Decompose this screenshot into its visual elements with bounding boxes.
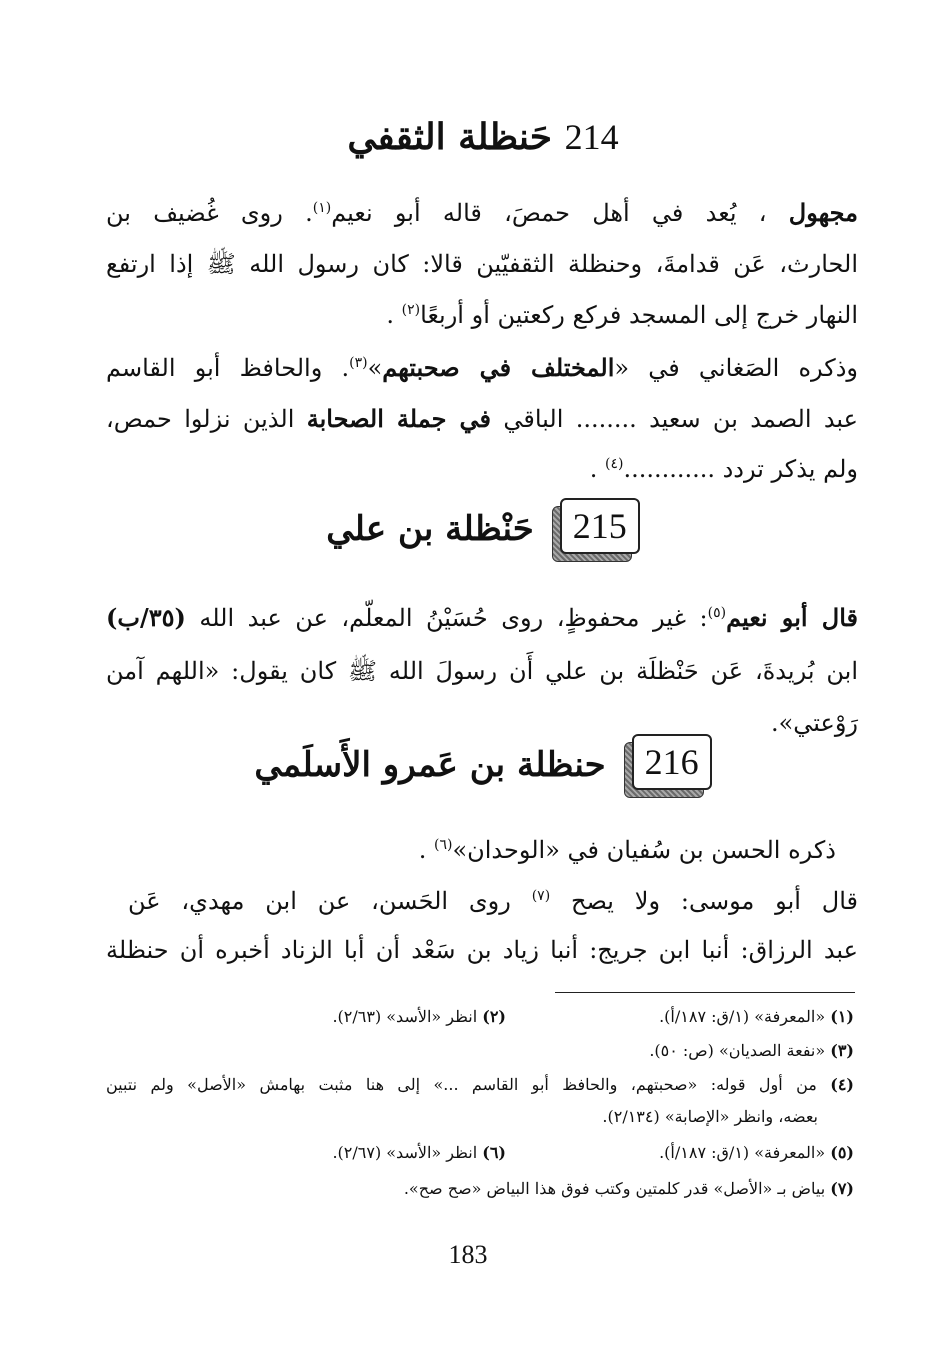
footnote-text: «المعرفة» (١/ق: ١٨٧/أ). <box>659 1007 826 1026</box>
footnote-marker: (٥) <box>707 605 727 621</box>
footnote <box>649 1038 854 1064</box>
entry-number: 216 <box>632 734 712 790</box>
footnote-number: (٣) <box>830 1041 854 1060</box>
footnote-number: (٤) <box>830 1075 854 1094</box>
text-line <box>106 651 858 691</box>
footnote-number: (٥) <box>830 1143 854 1162</box>
text-line <box>106 449 858 489</box>
footnote-continuation <box>602 1104 818 1130</box>
text-run: ذكره الحسن بن سُفيان في «الوحدان» <box>452 836 836 864</box>
text-line <box>106 930 858 970</box>
text-line <box>106 598 858 638</box>
text-run: عبد الرزاق: أنبا ابن جريج: أنبا زياد بن سَعْد أن أبا الزناد أخبره أن حنظلة <box>106 936 858 964</box>
text-run: ولم يذكر تردد ............ <box>623 455 858 483</box>
bold-term: المختلف في صحبتهم <box>382 353 615 382</box>
footnote-number: (٦) <box>482 1143 506 1162</box>
footnote-number: (٧) <box>830 1179 854 1198</box>
footnote <box>106 1072 854 1098</box>
text-run: ابن بُريدةَ، عَن حَنْظلَة بن علي أَن رسولَ الله ﷺ كان يقول: «اللهم آمن <box>106 657 858 685</box>
footnote-separator <box>555 992 855 993</box>
entry-number-box <box>624 734 712 796</box>
entry-number: 215 <box>560 498 640 554</box>
text-run: النهار خرج إلى المسجد فركع ركعتين أو أربعًا <box>420 301 858 329</box>
footnote-text: «نفعة الصديان» (ص: ٥٠). <box>649 1041 826 1060</box>
footnote-marker: (٣) <box>349 355 368 371</box>
text-run: عبد الصمد بن سعيد ........ الباقي <box>503 405 858 433</box>
entry-214-heading <box>108 112 858 162</box>
text-line <box>106 399 858 439</box>
bold-term: مجهول <box>788 198 858 227</box>
footnote <box>659 1140 854 1166</box>
footnote-marker: (٢) <box>401 302 421 318</box>
footnote-number: (٢) <box>482 1007 506 1026</box>
text-line <box>106 348 858 388</box>
footnote-number: (١) <box>830 1007 854 1026</box>
footnote <box>332 1140 506 1166</box>
footnote-marker: (٤) <box>604 456 624 472</box>
footnote-text: من أول قوله: «صحبتهم، والحافظ أبو القاسم ...» إلى هنا مثبت بهامش «الأصل» ولم نتبين <box>106 1075 817 1094</box>
text-line <box>128 881 858 921</box>
footnote <box>659 1004 854 1030</box>
text-run: قال أبو موسى: ولا يصح <box>570 887 858 915</box>
entry-number: 214 <box>564 117 619 157</box>
text-run: . روى غُضيف بن <box>106 199 313 227</box>
text-run: . <box>418 836 427 864</box>
text-run: » <box>367 354 383 382</box>
entry-name: حَنْظلة بن علي <box>326 509 534 549</box>
footnote-marker: (٧) <box>531 888 551 904</box>
footnote-text: «المعرفة» (١/ق: ١٨٧/أ). <box>659 1143 826 1162</box>
bold-term: قال أبو نعيم <box>726 603 858 632</box>
footnote-text: بياض بـ «الأصل» قدر كلمتين وكتب فوق هذا البياض «صح صح». <box>403 1179 826 1198</box>
footnote-marker: (١) <box>312 200 332 216</box>
text-line <box>106 193 858 233</box>
text-run: وذكره الصَغاني في « <box>614 354 858 382</box>
manuscript-folio: (٣٥/ب) <box>106 603 186 632</box>
text-run: الحارث، عَن قدامةَ، وحنظلة الثقفيّين قالا: كان رسول الله ﷺ إذا ارتفع <box>106 250 858 278</box>
text-run: روى الحَسن، عن ابن مهدي، عَن <box>128 887 511 915</box>
footnote-text: انظر «الأسد» (٢/٦٧). <box>332 1143 478 1162</box>
bold-term: في جملة الصحابة <box>306 404 491 433</box>
page-number: 183 <box>448 1240 488 1269</box>
entry-name: حَنظلة الثقفي <box>347 116 553 158</box>
text-line <box>106 244 858 284</box>
footnote <box>332 1004 506 1030</box>
footnote <box>404 1176 854 1202</box>
text-line <box>106 295 858 335</box>
text-run: رَوْعتي». <box>770 709 858 737</box>
entry-number-box <box>552 498 640 560</box>
entry-name: حنظلة بن عَمرو الأَسلَمي <box>254 745 606 785</box>
text-run: . والحافظ أبو القاسم <box>106 354 350 382</box>
entry-215-heading <box>108 498 858 560</box>
entry-216-heading <box>108 734 858 796</box>
footnote-text: بعضه، وانظر «الإصابة» (٢/١٣٤). <box>602 1107 818 1126</box>
text-run: . <box>386 301 395 329</box>
footnote-text: انظر «الأسد» (٢/٦٣). <box>332 1007 478 1026</box>
text-line <box>106 830 836 870</box>
text-run: : غير محفوظٍ، روى حُسَيْنُ المعلّم، عن عبد الله <box>199 604 708 632</box>
footnote-marker: (٦) <box>433 837 453 853</box>
text-run: ، يُعد في أهل حمصَ، قاله أبو نعيم <box>331 199 767 227</box>
text-run: . <box>589 455 598 483</box>
text-run: الذين نزلوا حمص، <box>106 405 295 433</box>
